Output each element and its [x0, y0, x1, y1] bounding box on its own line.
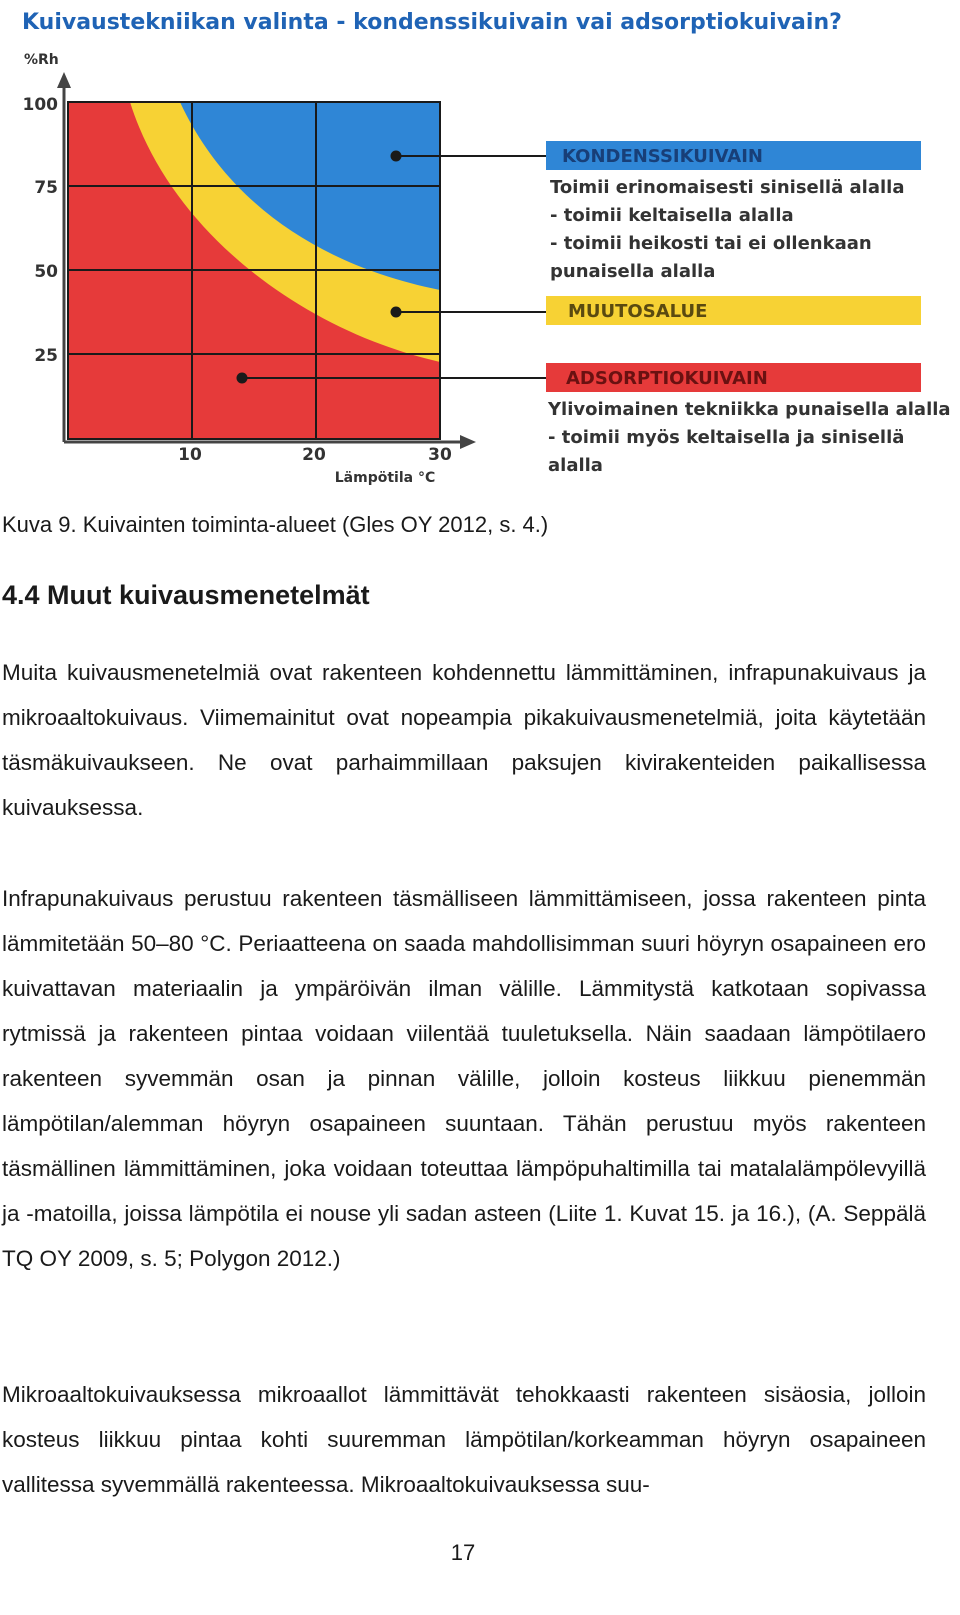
x-tick-20: 20	[302, 445, 326, 465]
paragraph: Mikroaaltokuivauksessa mikroaallot lämmittävät tehokkaasti rakenteen sisäosia, jolloin kosteus liikkuu pintaa kohti suuremman lämpötilan/korkeamman höyryn osapaineen vallitessa syvemmällä rakenteessa. Mikroaaltokuivauksessa suu-	[2, 1382, 926, 1497]
x-tick-10: 10	[178, 445, 202, 465]
y-tick-50: 50	[34, 262, 58, 282]
section-heading: 4.4 Muut kuivausmenetelmät	[2, 580, 370, 610]
y-tick-25: 25	[34, 346, 58, 366]
paragraph: Infrapunakuivaus perustuu rakenteen täsmälliseen lämmittämiseen, jossa rakenteen pinta lämmitetään 50–80 °C. Periaatteena on saada mahdollisimman suuri höyryn osapaineen ero kuivattavan materiaalin ja ympäröivän ilman välille. Lämmitystä katkotaan sopivassa rytmissä ja rakenteen pintaa voidaan viilentää tuuletuksella. Näin saadaan lämpötilaero rakenteen syvemmän osan ja pinnan välille, jolloin kosteus liikkuu pienemmän lämpötilan/alemman höyryn osapaineen suuntaan. Tähän perustuu myös rakenteen täsmällinen lämmittäminen, joka voidaan toteuttaa lämpöpuhaltimilla tai matalalämpölevyillä ja -matoilla, joissa lämpötila ei nouse yli sadan asteen (Liite 1. Kuvat 15. ja 16.), (A. Seppälä TQ OY 2009, s. 5; Polygon 2012.)	[2, 886, 926, 1271]
x-tick-30: 30	[428, 445, 452, 465]
plot-area	[68, 102, 440, 439]
y-axis-arrow	[57, 72, 71, 88]
figure-title: Kuivaustekniikan valinta - kondenssikuivain vai adsorptiokuivain?	[22, 10, 842, 35]
y-tick-100: 100	[22, 95, 58, 115]
legend-adsorptiokuivain	[546, 363, 951, 476]
x-axis-label: Lämpötila °C	[334, 470, 436, 486]
y-axis-unit: %Rh	[24, 52, 59, 68]
legend-adsorptio-line: alalla	[548, 455, 603, 476]
legend-adsorptio-line: Ylivoimainen tekniikka punaisella alalla	[548, 399, 951, 420]
legend-kondenssi-line: - toimii keltaisella alalla	[550, 205, 794, 226]
figure-caption: Kuva 9. Kuivainten toiminta-alueet (Gles OY 2012, s. 4.)	[2, 512, 549, 537]
y-tick-75: 75	[34, 178, 58, 198]
legend-kondenssi-line: Toimii erinomaisesti sinisellä alalla	[550, 177, 905, 198]
legend-adsorptio-line: - toimii myös keltaisella ja sinisellä	[548, 427, 905, 448]
legend-adsorptio-title: ADSORPTIOKUIVAIN	[566, 368, 768, 389]
legend-muutos-title: MUUTOSALUE	[568, 301, 708, 322]
legend-kondenssikuivain	[546, 141, 921, 282]
legend-kondenssi-title: KONDENSSIKUIVAIN	[562, 146, 763, 167]
legend-kondenssi-line: - toimii heikosti tai ei ollenkaan	[550, 233, 872, 254]
legend-kondenssi-line: punaisella alalla	[550, 261, 716, 282]
paragraph: Muita kuivausmenetelmiä ovat rakenteen kohdennettu lämmittäminen, infrapunakuivaus ja mikroaaltokuivaus. Viimemainitut ovat nopeampia pikakuivausmenetelmiä, joita käytetään täsmäkuivaukseen. Ne ovat parhaimmillaan paksujen kivirakenteiden paikallisessa kuivauksessa.	[2, 660, 926, 820]
drying-zones-figure	[0, 0, 960, 510]
legend-muutosalue	[546, 296, 921, 325]
page-number: 17	[450, 1540, 476, 1565]
x-axis-arrow	[460, 435, 476, 449]
